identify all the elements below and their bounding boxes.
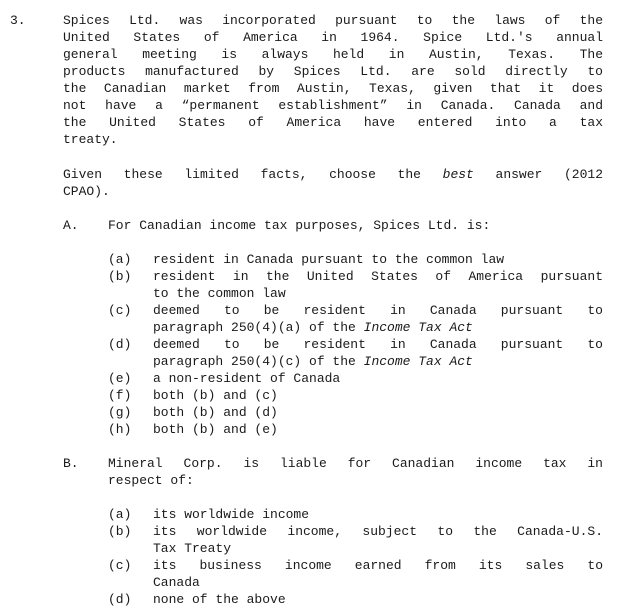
- part-a-prompt: For Canadian income tax purposes, Spices Ltd. is:: [108, 218, 491, 233]
- option-text: a non-resident of Canada: [153, 371, 341, 386]
- instruction-pre: Given these limited facts, choose the: [63, 167, 443, 182]
- option-letter: (f): [108, 388, 132, 403]
- option-letter: (c): [108, 303, 132, 318]
- paragraph-line: the Canadian market from Austin, Texas, given that it does: [63, 81, 603, 96]
- option-text: deemed to be resident in Canada pursuant to paragraph 250(4)(c) of the Income Tax Act: [153, 337, 603, 369]
- option-letter: (g): [108, 405, 132, 420]
- paragraph-line: products manufactured by Spices Ltd. are sold directly to: [63, 64, 603, 79]
- option-letter: (b): [108, 524, 132, 539]
- option-text: deemed to be resident in Canada pursuant to paragraph 250(4)(a) of the Income Tax Act: [153, 303, 603, 335]
- option-text: both (b) and (e): [153, 422, 278, 437]
- option-letter: (b): [108, 269, 132, 284]
- part-b-prompt: Mineral Corp. is liable for Canadian income tax in respect of:: [108, 456, 603, 488]
- question-paragraph: [63, 12, 603, 148]
- part-a-label: A.: [63, 218, 79, 233]
- option-letter: (a): [108, 507, 132, 522]
- paragraph-line: United States of America in 1964. Spice Ltd.'s annual: [63, 30, 603, 45]
- option-text: resident in the United States of America pursuant to the common law: [153, 269, 603, 301]
- option-text: none of the above: [153, 592, 286, 607]
- paragraph-line: treaty.: [63, 132, 118, 147]
- instruction-line: CPAO).: [63, 184, 110, 199]
- instruction: [63, 166, 603, 200]
- option-text: its worldwide income, subject to the Canada-U.S. Tax Treaty: [153, 524, 603, 556]
- option-letter: (e): [108, 371, 132, 386]
- paragraph-line: not have a “permanent establishment” in Canada. Canada and: [63, 98, 603, 113]
- option-letter: (h): [108, 422, 132, 437]
- option-letter: (d): [108, 592, 132, 607]
- paragraph-line: Spices Ltd. was incorporated pursuant to the laws of the: [63, 13, 603, 28]
- option-text: both (b) and (d): [153, 405, 278, 420]
- option-text: both (b) and (c): [153, 388, 278, 403]
- instruction-emphasis: best: [442, 167, 474, 182]
- paragraph-line: the United States of America have entered into a tax: [63, 115, 603, 130]
- option-text: resident in Canada pursuant to the common law: [153, 252, 505, 267]
- paragraph-line: general meeting is always held in Austin, Texas. The: [63, 47, 603, 62]
- question-number: 3.: [10, 13, 26, 28]
- instruction-post: answer (2012: [473, 167, 604, 182]
- instruction-line: [63, 166, 603, 183]
- option-letter: (d): [108, 337, 132, 352]
- option-text: its business income earned from its sales to Canada: [153, 558, 603, 590]
- option-letter: (a): [108, 252, 132, 267]
- option-text: its worldwide income: [153, 507, 310, 522]
- part-b-label: B.: [63, 456, 79, 471]
- option-letter: (c): [108, 558, 132, 573]
